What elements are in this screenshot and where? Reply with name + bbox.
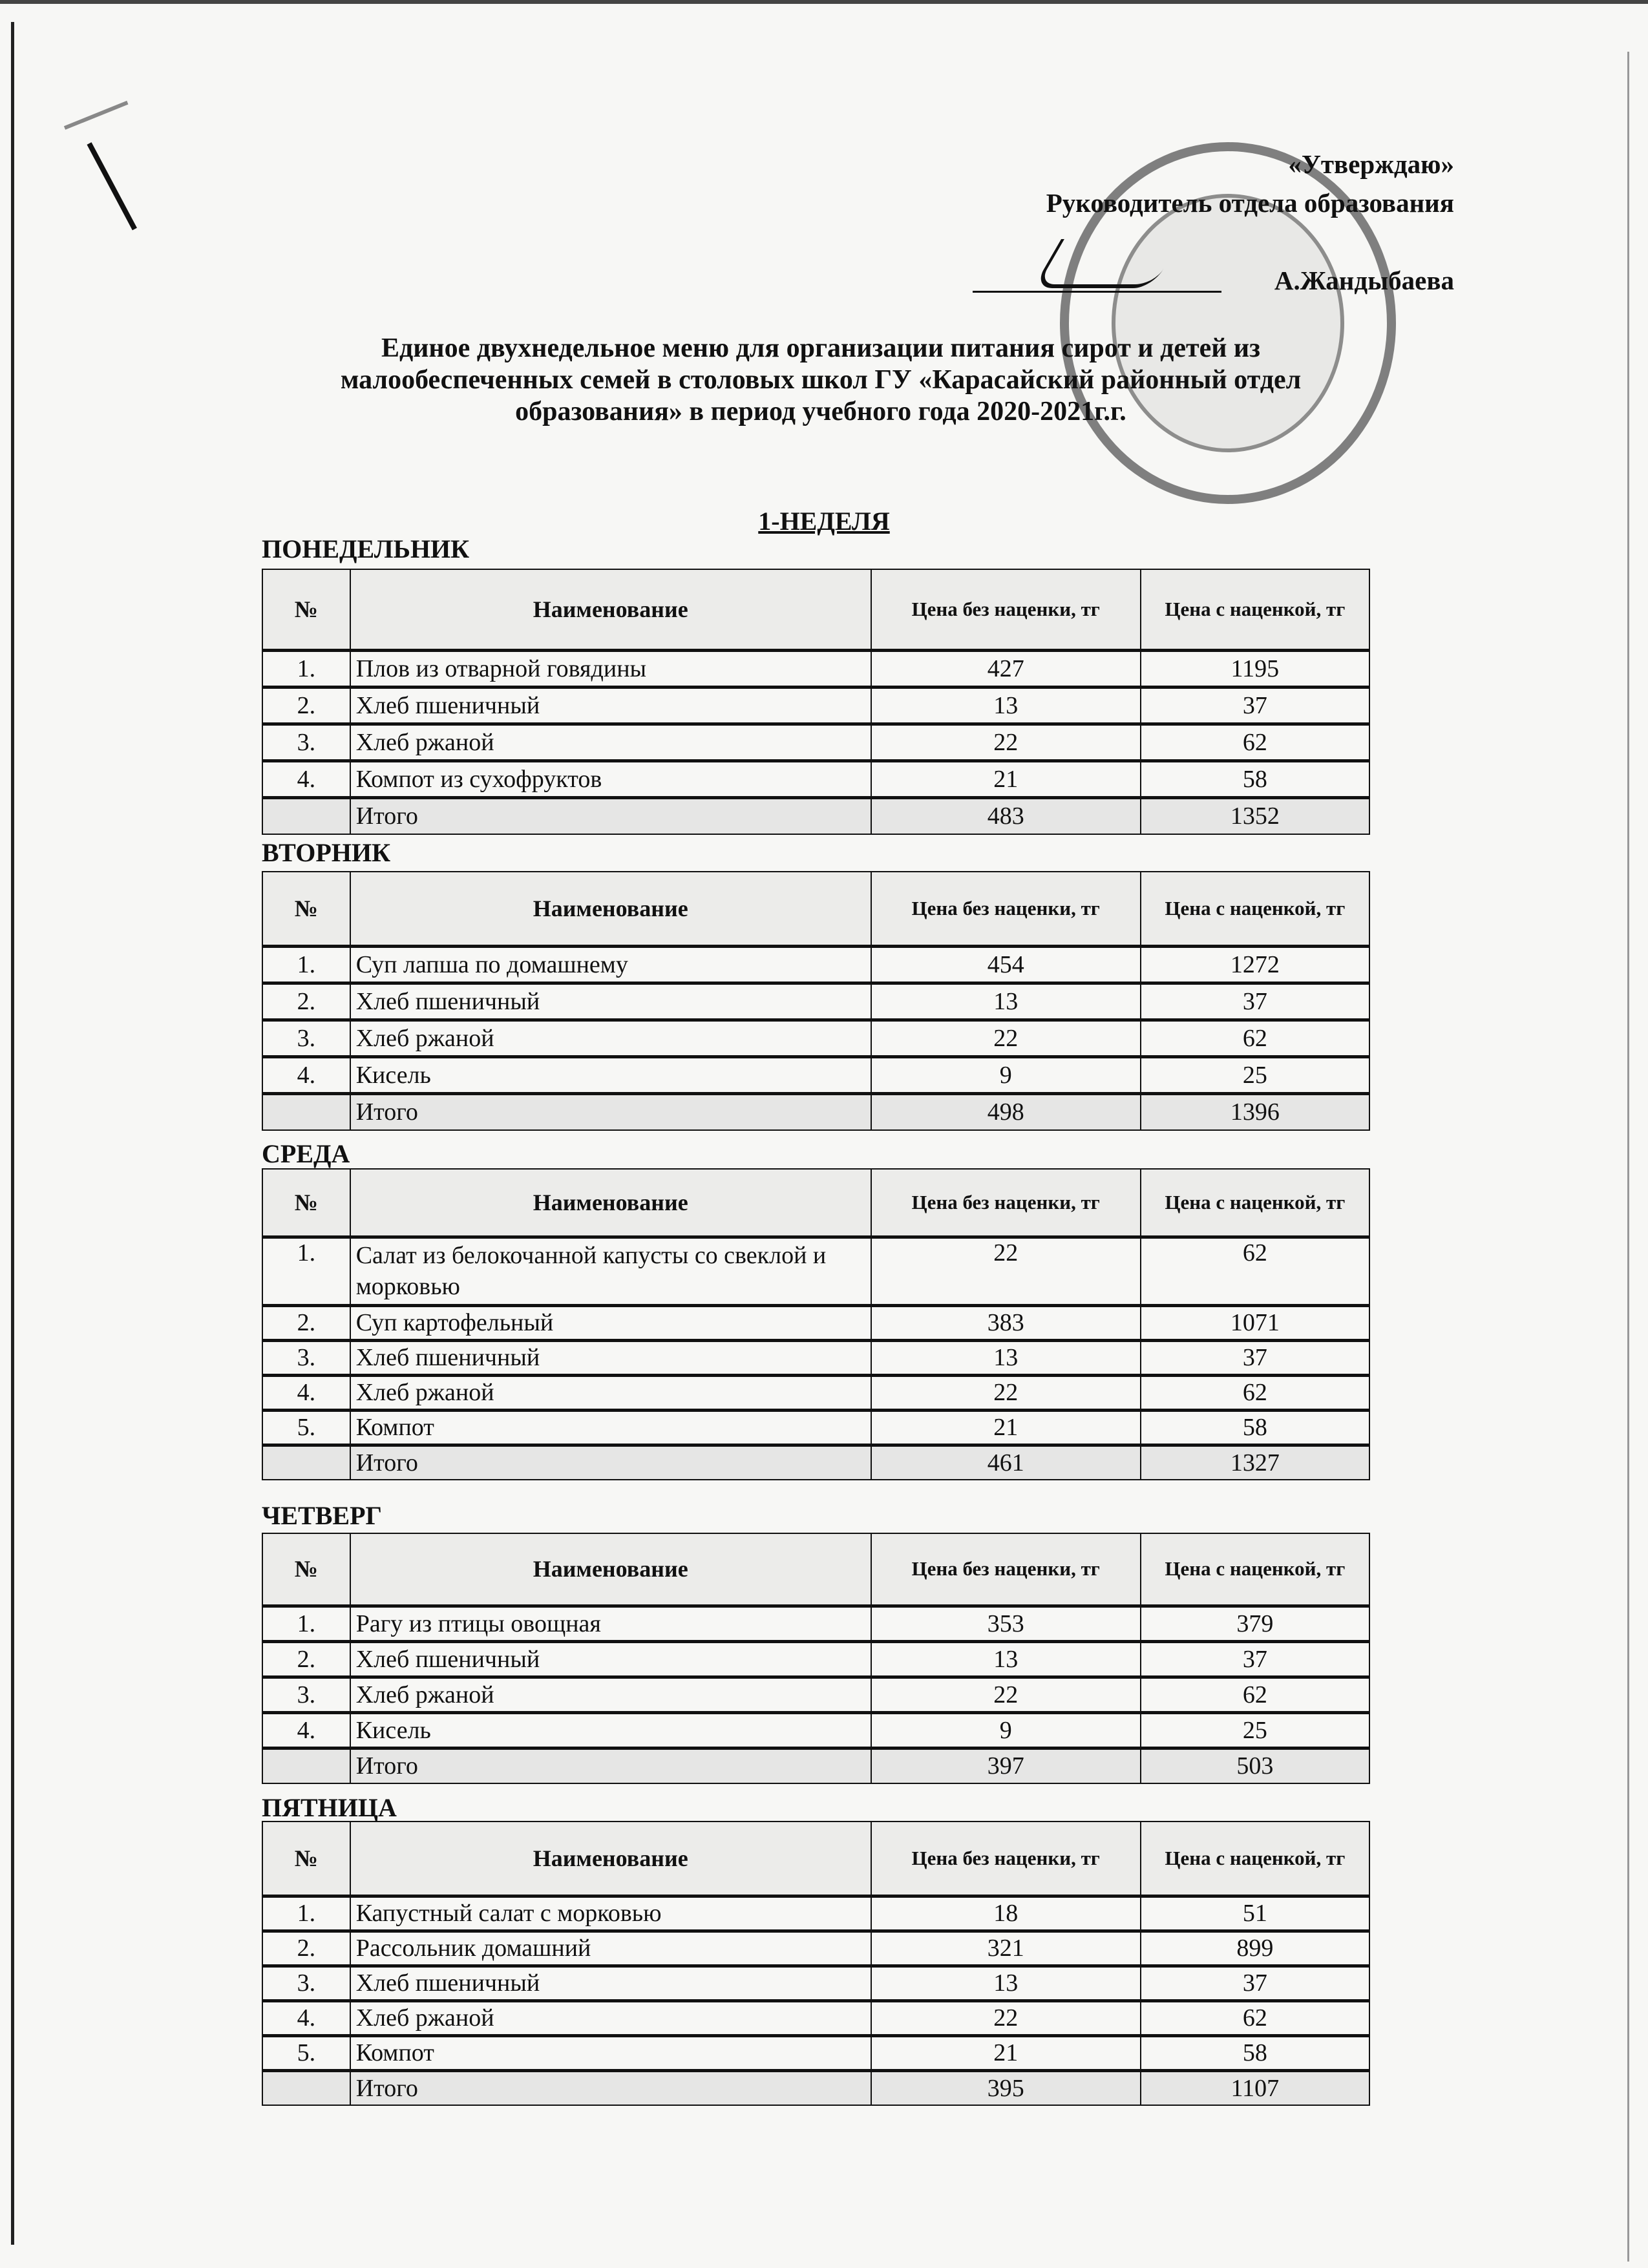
item-num: 3.: [262, 1020, 350, 1056]
item-price-markup: 62: [1141, 1677, 1369, 1712]
table-header: [262, 569, 1369, 650]
item-price: 22: [871, 2000, 1141, 2035]
title-line: Единое двухнедельное меню для организации питания сирот и детей из: [381, 333, 1261, 363]
total-row: [262, 1748, 1369, 1783]
item-price: 353: [871, 1606, 1141, 1641]
total-price: 498: [871, 1093, 1141, 1130]
table-row: [262, 1966, 1369, 2000]
item-price-markup: 1071: [1141, 1305, 1369, 1340]
item-num: [262, 1445, 350, 1480]
col-num: №: [262, 569, 350, 650]
col-num: №: [262, 872, 350, 946]
approval-name: А.Жандыбаева: [1274, 266, 1454, 295]
item-num: 1.: [262, 946, 350, 983]
item-price: 21: [871, 2035, 1141, 2070]
item-price: 13: [871, 1641, 1141, 1677]
item-price: 427: [871, 650, 1141, 687]
table-row: [262, 724, 1369, 761]
table-row: [262, 1375, 1369, 1410]
title-line: образования» в период учебного года 2020-2021г.г.: [515, 397, 1126, 426]
col-name: Наименование: [350, 1822, 871, 1896]
table-header: [262, 1822, 1369, 1896]
total-price: 461: [871, 1445, 1141, 1480]
approval-position: Руководитель отдела образования: [1046, 188, 1454, 218]
table-row: [262, 1606, 1369, 1641]
col-price: Цена без наценки, тг: [871, 872, 1141, 946]
day-label-monday: ПОНЕДЕЛЬНИК: [262, 534, 470, 563]
item-price: 9: [871, 1712, 1141, 1748]
item-num: 4.: [262, 761, 350, 797]
item-price-markup: 62: [1141, 724, 1369, 761]
total-label: Итого: [350, 1445, 871, 1480]
item-price-markup: 62: [1141, 1237, 1369, 1305]
day-label-thursday: ЧЕТВЕРГ: [262, 1501, 382, 1530]
title-line: малообеспеченных семей в столовых школ ГУ «Карасайский районный отдел: [340, 365, 1302, 395]
item-price-markup: 58: [1141, 2035, 1369, 2070]
table-row: [262, 1056, 1369, 1093]
table-row: [262, 946, 1369, 983]
menu-table-wednesday: [262, 1168, 1370, 1480]
table-row: [262, 1237, 1369, 1305]
item-price: 383: [871, 1305, 1141, 1340]
item-price-markup: 62: [1141, 2000, 1369, 2035]
table-row: [262, 1020, 1369, 1056]
table-row: [262, 2000, 1369, 2035]
col-num: №: [262, 1822, 350, 1896]
item-price-markup: 58: [1141, 761, 1369, 797]
item-num: 1.: [262, 1606, 350, 1641]
pen-mark: [64, 101, 129, 130]
item-num: [262, 1748, 350, 1783]
approval-label: «Утверждаю»: [1288, 149, 1454, 179]
item-price: 18: [871, 1896, 1141, 1931]
item-price: 22: [871, 1677, 1141, 1712]
total-price-markup: 1327: [1141, 1445, 1369, 1480]
item-num: 4.: [262, 2000, 350, 2035]
item-num: 2.: [262, 1641, 350, 1677]
item-name: Компот: [350, 1410, 871, 1445]
item-name: Компот: [350, 2035, 871, 2070]
scan-left-edge: [11, 22, 14, 2245]
item-name: Хлеб пшеничный: [350, 687, 871, 724]
total-price-markup: 1352: [1141, 797, 1369, 834]
item-price-markup: 62: [1141, 1375, 1369, 1410]
item-price: 454: [871, 946, 1141, 983]
item-num: 5.: [262, 1410, 350, 1445]
item-name: Капустный салат с морковью: [350, 1896, 871, 1931]
item-price-markup: 1195: [1141, 650, 1369, 687]
item-num: [262, 1093, 350, 1130]
table-row: [262, 1305, 1369, 1340]
col-name: Наименование: [350, 1533, 871, 1606]
item-price: 22: [871, 1375, 1141, 1410]
total-label: Итого: [350, 2070, 871, 2105]
total-row: [262, 797, 1369, 834]
col-price-markup: Цена с наценкой, тг: [1141, 569, 1369, 650]
col-num: №: [262, 1169, 350, 1237]
total-row: [262, 1093, 1369, 1130]
item-name: Рассольник домашний: [350, 1931, 871, 1966]
item-price-markup: 51: [1141, 1896, 1369, 1931]
item-num: 4.: [262, 1056, 350, 1093]
total-label: Итого: [350, 797, 871, 834]
total-price: 397: [871, 1748, 1141, 1783]
item-num: 3.: [262, 724, 350, 761]
item-name: Кисель: [350, 1056, 871, 1093]
item-name: Хлеб ржаной: [350, 2000, 871, 2035]
item-name: Хлеб пшеничный: [350, 983, 871, 1020]
item-num: 2.: [262, 1305, 350, 1340]
col-price-markup: Цена с наценкой, тг: [1141, 872, 1369, 946]
item-price-markup: 37: [1141, 687, 1369, 724]
item-price-markup: 62: [1141, 1020, 1369, 1056]
item-name: Хлеб пшеничный: [350, 1966, 871, 2000]
item-name: Салат из белокочанной капусты со свеклой и морковью: [350, 1237, 871, 1305]
item-price: 321: [871, 1931, 1141, 1966]
scan-top-edge: [0, 0, 1648, 4]
table-row: [262, 983, 1369, 1020]
item-price: 13: [871, 1340, 1141, 1375]
item-price: 13: [871, 687, 1141, 724]
col-name: Наименование: [350, 1169, 871, 1237]
item-name: Хлеб пшеничный: [350, 1641, 871, 1677]
table-row: [262, 687, 1369, 724]
total-price: 483: [871, 797, 1141, 834]
item-price-markup: 37: [1141, 1641, 1369, 1677]
item-price-markup: 37: [1141, 1340, 1369, 1375]
document-title: [271, 333, 1370, 428]
day-label-friday: ПЯТНИЦА: [262, 1793, 397, 1822]
signature-line: [973, 291, 1221, 293]
col-name: Наименование: [350, 872, 871, 946]
total-price-markup: 1107: [1141, 2070, 1369, 2105]
item-num: 5.: [262, 2035, 350, 2070]
item-name: Рагу из птицы овощная: [350, 1606, 871, 1641]
total-row: [262, 2070, 1369, 2105]
table-row: [262, 2035, 1369, 2070]
table-row: [262, 650, 1369, 687]
total-row: [262, 1445, 1369, 1480]
item-price: 22: [871, 724, 1141, 761]
col-price: Цена без наценки, тг: [871, 1822, 1141, 1896]
item-num: 4.: [262, 1712, 350, 1748]
item-num: 2.: [262, 983, 350, 1020]
table-header: [262, 872, 1369, 946]
col-price: Цена без наценки, тг: [871, 569, 1141, 650]
week-label: 1-НЕДЕЛЯ: [758, 507, 890, 536]
day-label-wednesday: СРЕДА: [262, 1139, 350, 1168]
table-row: [262, 1712, 1369, 1748]
item-name: Хлеб ржаной: [350, 1677, 871, 1712]
item-price-markup: 25: [1141, 1056, 1369, 1093]
item-num: 4.: [262, 1375, 350, 1410]
total-price-markup: 503: [1141, 1748, 1369, 1783]
item-name: Плов из отварной говядины: [350, 650, 871, 687]
col-name: Наименование: [350, 569, 871, 650]
item-price-markup: 37: [1141, 1966, 1369, 2000]
total-label: Итого: [350, 1093, 871, 1130]
table-row: [262, 761, 1369, 797]
item-price-markup: 379: [1141, 1606, 1369, 1641]
item-num: 3.: [262, 1677, 350, 1712]
item-name: Суп лапша по домашнему: [350, 946, 871, 983]
item-price-markup: 58: [1141, 1410, 1369, 1445]
item-name: Суп картофельный: [350, 1305, 871, 1340]
table-header: [262, 1533, 1369, 1606]
item-price-markup: 899: [1141, 1931, 1369, 1966]
item-num: [262, 797, 350, 834]
col-price-markup: Цена с наценкой, тг: [1141, 1822, 1369, 1896]
col-price: Цена без наценки, тг: [871, 1169, 1141, 1237]
table-row: [262, 1641, 1369, 1677]
table-header: [262, 1169, 1369, 1237]
col-price-markup: Цена с наценкой, тг: [1141, 1169, 1369, 1237]
item-price: 22: [871, 1020, 1141, 1056]
menu-table-friday: [262, 1821, 1370, 2106]
item-num: 3.: [262, 1340, 350, 1375]
item-price: 21: [871, 1410, 1141, 1445]
table-row: [262, 1340, 1369, 1375]
item-price-markup: 25: [1141, 1712, 1369, 1748]
table-row: [262, 1931, 1369, 1966]
item-price: 13: [871, 983, 1141, 1020]
scan-right-edge: [1627, 52, 1629, 2262]
col-price: Цена без наценки, тг: [871, 1533, 1141, 1606]
table-row: [262, 1896, 1369, 1931]
item-num: 2.: [262, 687, 350, 724]
item-name: Кисель: [350, 1712, 871, 1748]
item-num: 1.: [262, 1896, 350, 1931]
item-num: 2.: [262, 1931, 350, 1966]
item-price: 21: [871, 761, 1141, 797]
item-num: 1.: [262, 1237, 350, 1305]
pen-mark: [87, 142, 136, 230]
item-num: 3.: [262, 1966, 350, 2000]
menu-table-monday: [262, 569, 1370, 835]
table-row: [262, 1410, 1369, 1445]
item-price: 22: [871, 1237, 1141, 1305]
item-num: [262, 2070, 350, 2105]
col-num: №: [262, 1533, 350, 1606]
day-label-tuesday: ВТОРНИК: [262, 838, 391, 867]
item-num: 1.: [262, 650, 350, 687]
total-label: Итого: [350, 1748, 871, 1783]
item-name: Хлеб ржаной: [350, 1375, 871, 1410]
item-name: Компот из сухофруктов: [350, 761, 871, 797]
item-price-markup: 37: [1141, 983, 1369, 1020]
item-price: 9: [871, 1056, 1141, 1093]
table-row: [262, 1677, 1369, 1712]
item-name: Хлеб ржаной: [350, 1020, 871, 1056]
item-name: Хлеб ржаной: [350, 724, 871, 761]
total-price-markup: 1396: [1141, 1093, 1369, 1130]
menu-table-thursday: [262, 1533, 1370, 1784]
menu-table-tuesday: [262, 871, 1370, 1131]
total-price: 395: [871, 2070, 1141, 2105]
item-price: 13: [871, 1966, 1141, 2000]
col-price-markup: Цена с наценкой, тг: [1141, 1533, 1369, 1606]
item-price-markup: 1272: [1141, 946, 1369, 983]
item-name: Хлеб пшеничный: [350, 1340, 871, 1375]
